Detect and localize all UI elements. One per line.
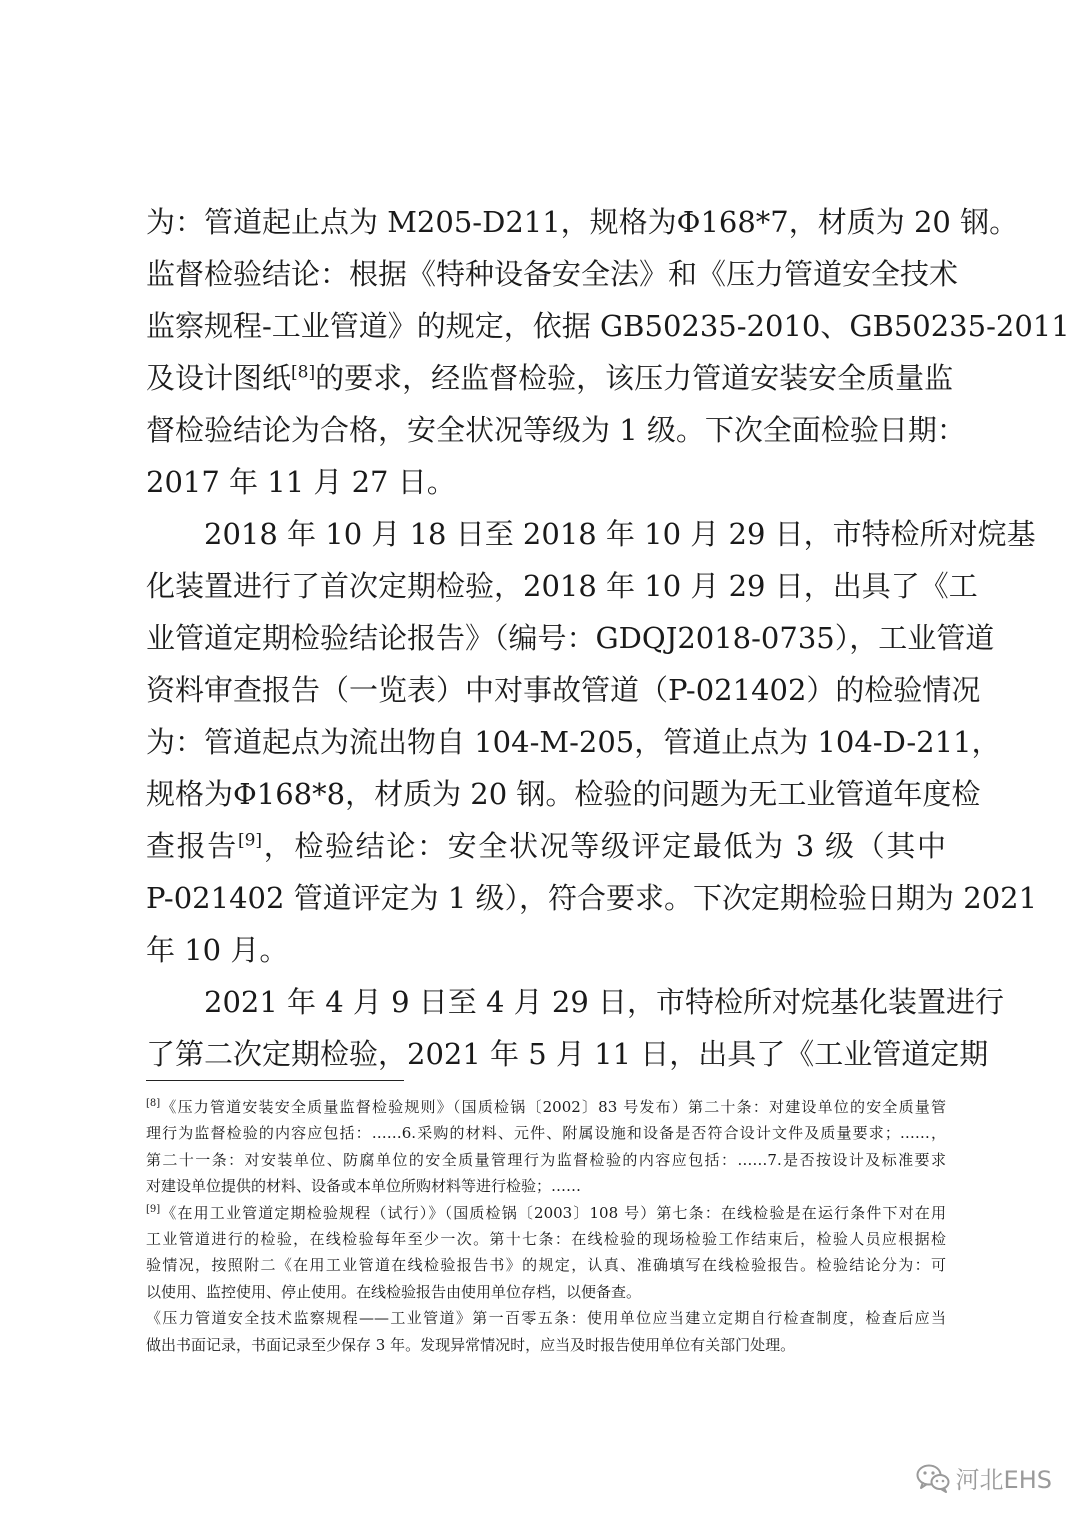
footnote-divider: [146, 1080, 404, 1081]
watermark-text: 河北EHS: [955, 1466, 1052, 1494]
paragraph-line: 资料审查报告（一览表）中对事故管道（P-021402）的检验情况: [146, 673, 981, 707]
footnote-ref-9[interactable]: [9]: [237, 830, 263, 851]
footnote-text: 《压力管道安装安全质量监督检验规则》（国质检锅〔2002〕83 号发布）第二十条：对建设单位的安全质量管: [160, 1098, 946, 1116]
footnote-9-line: 工业管道进行的检验，在线检验每年至少一次。第十七条：在线检验的现场检验工作结束后，检验人员应根据检: [146, 1229, 946, 1248]
footnote-9-line: 验情况，按照附二《在用工业管道在线检验报告书》的规定，认真、准确填写在线检验报告。检验结论分为：可: [146, 1256, 946, 1275]
footnote-8-line: [146, 1094, 946, 1120]
paragraph-line: 2018 年 10 月 18 日至 2018 年 10 月 29 日，市特检所对烷基: [204, 517, 1036, 551]
paragraph-line: 2017 年 11 月 27 日。: [146, 465, 456, 499]
footnotes: [146, 1094, 946, 1358]
footnote-9-line: 做出书面记录，书面记录至少保存 3 年。发现异常情况时，应当及时报告使用单位有关部门处理。: [146, 1335, 796, 1354]
paragraph-line: 为：管道起止点为 M205-D211，规格为Φ168*7，材质为 20 钢。: [146, 205, 1019, 239]
paragraph-line: 规格为Φ168*8，材质为 20 钢。检验的问题为无工业管道年度检: [146, 777, 981, 811]
line-segment: 及设计图纸: [146, 361, 292, 395]
footnote-9-line: 以使用、监控使用、停止使用。在线检验报告由使用单位存档，以便备查。: [146, 1282, 642, 1301]
paragraph-line: [146, 352, 954, 404]
footnote-8-marker: [8]: [146, 1098, 161, 1109]
paragraph-line: 为：管道起点为流出物自 104-M-205，管道止点为 104-D-211，: [146, 725, 1001, 759]
footnote-8-line: 理行为监督检验的内容应包括：……6.采购的材料、元件、附属设施和设备是否符合设计文件及质量要求；……，: [146, 1124, 946, 1143]
paragraph-line: 监察规程-工业管道》的规定，依据 GB50235-2010、GB50235-2011: [146, 309, 1070, 343]
footnote-9-marker: [9]: [146, 1203, 161, 1215]
paragraph-line: 2021 年 4 月 9 日至 4 月 29 日，市特检所对烷基化装置进行: [204, 985, 1005, 1019]
line-segment: 查报告: [146, 829, 238, 863]
footnote-8-line: 对建设单位提供的材料、设备或本单位所购材料等进行检验；……: [146, 1177, 582, 1196]
paragraph-line: 化装置进行了首次定期检验，2018 年 10 月 29 日，出具了《工: [146, 569, 978, 603]
paragraph-line: P-021402 管道评定为 1 级），符合要求。下次定期检验日期为 2021: [146, 881, 1038, 915]
footnote-9-line: [146, 1200, 946, 1226]
line-segment: 的要求，经监督检验，该压力管道安装安全质量监: [315, 361, 954, 395]
line-segment: ，检验结论：安全状况等级评定最低为 3 级（其中: [262, 829, 946, 863]
paragraph-line: 监督检验结论：根据《特种设备安全法》和《压力管道安全技术: [146, 257, 959, 291]
watermark: [916, 1460, 1052, 1495]
paragraph-line: 业管道定期检验结论报告》（编号：GDQJ2018-0735），工业管道: [146, 621, 995, 655]
footnote-ref-8[interactable]: [8]: [291, 362, 316, 383]
footnote-text: 《在用工业管道定期检验规程（试行）》（国质检锅〔2003〕108 号）第七条：在线检验是在运行条件下对在用: [160, 1203, 946, 1222]
body-text: [146, 196, 1070, 1080]
footnote-9-line: 《压力管道安全技术监察规程——工业管道》第一百零五条：使用单位应当建立定期自行检查制度，检查后应当: [146, 1309, 946, 1328]
paragraph-line: 了第二次定期检验，2021 年 5 月 11 日，出具了《工业管道定期: [146, 1037, 989, 1071]
paragraph-line: 年 10 月。: [146, 933, 289, 967]
paragraph-line: 督检验结论为合格，安全状况等级为 1 级。下次全面检验日期：: [146, 413, 966, 447]
footnote-8-line: 第二十一条：对安装单位、防腐单位的安全质量管理行为监督检验的内容应包括：……7.是否按设计及标准要求: [146, 1150, 946, 1169]
paragraph-line: [146, 820, 946, 872]
wechat-icon: [916, 1463, 950, 1493]
